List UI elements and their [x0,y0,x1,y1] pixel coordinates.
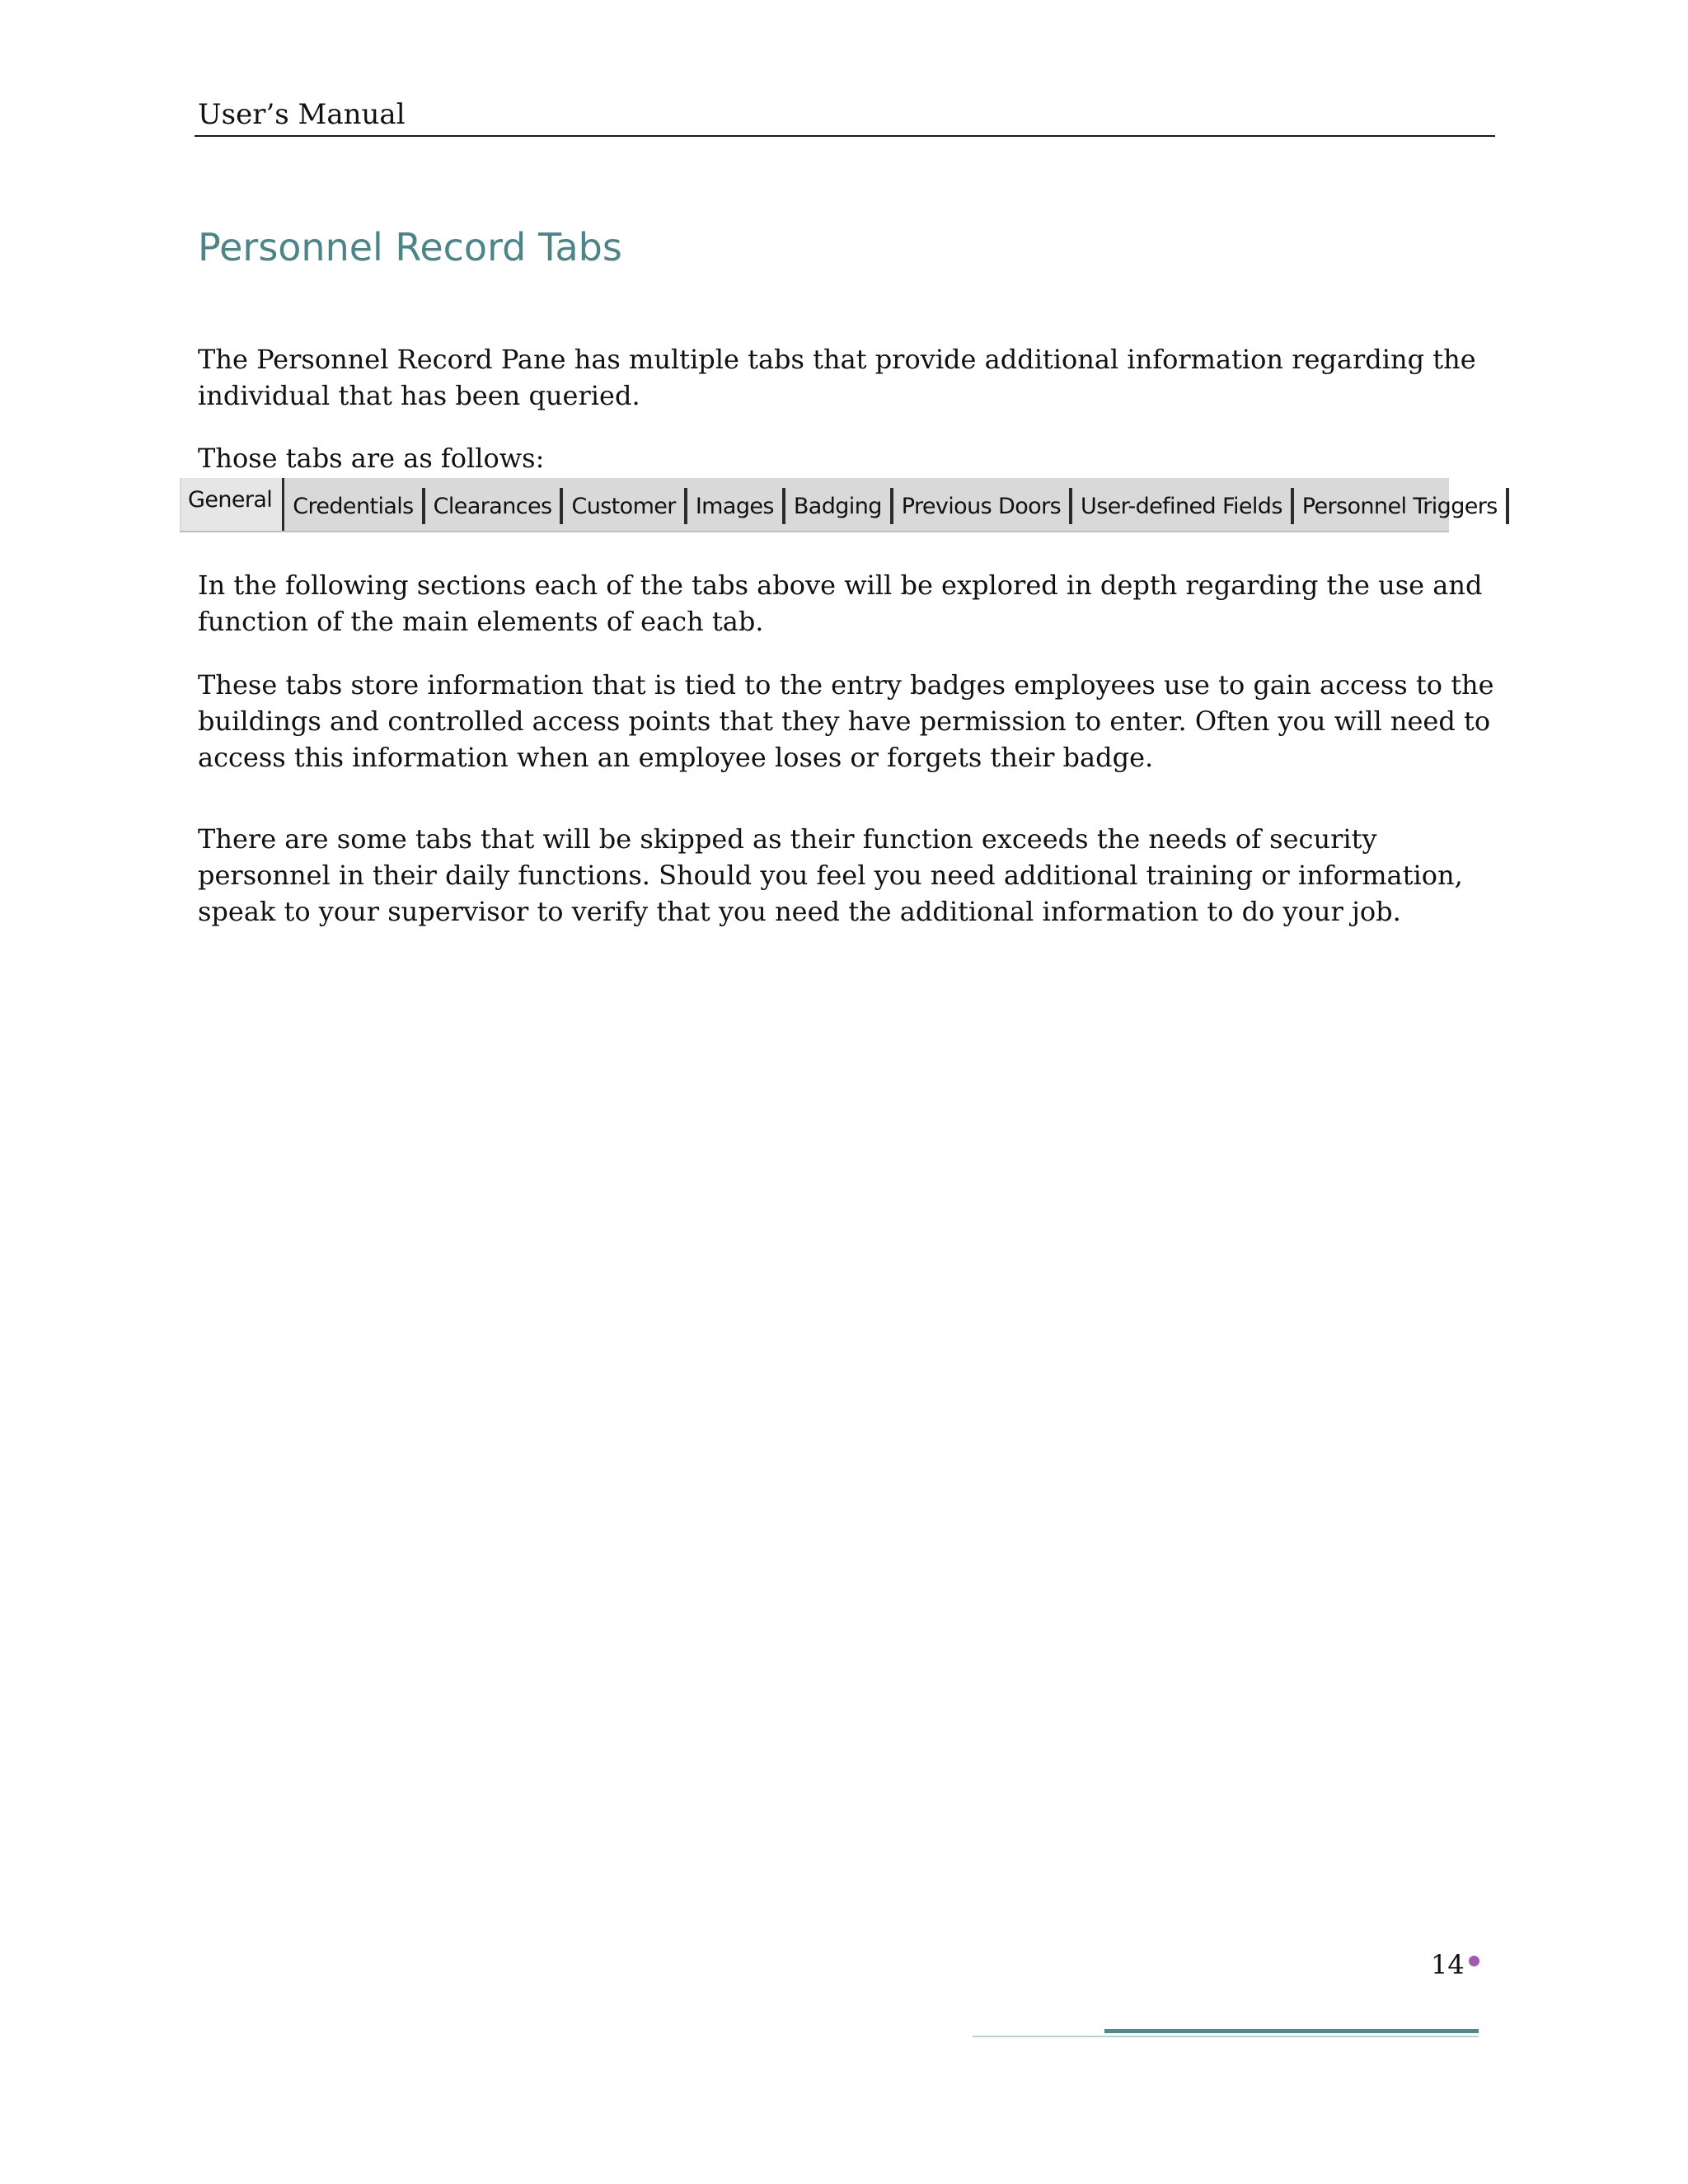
tab-previous-doors[interactable] [893,488,1072,524]
tab-label: General [188,486,273,513]
tab-credentials[interactable] [284,488,424,524]
page-number: 14 [1431,1949,1465,1980]
tab-label: Images [695,493,774,519]
tab-customer[interactable] [563,488,687,524]
tab-label: Clearances [433,493,552,519]
footer-thin-rule [973,2036,1479,2037]
tab-label: Customer [571,493,676,519]
skipped-tabs-paragraph: There are some tabs that will be skipped as their function exceeds the needs of security personnel in their daily functions. Should you feel you need additional training or information, speak to your supervisor to verify that you need the additional information to do your job. [198,823,1463,927]
header-divider [195,135,1495,137]
tabs-store-paragraph: These tabs store information that is tied to the entry badges employees use to gain access to the buildings and controlled access points that they have permission to enter. Often you will need to access this information when an employee loses or forgets their badge. [198,669,1494,773]
footer-thick-rule [1104,2029,1479,2033]
personnel-record-tab-bar [180,478,1498,532]
tab-label: Credentials [293,493,414,519]
tab-general[interactable] [181,478,284,531]
section-title: Personnel Record Tabs [198,225,622,269]
page-number-dot-icon [1469,1956,1479,1966]
tab-label: Previous Doors [901,493,1062,519]
tab-images[interactable] [687,488,785,524]
following-sections-paragraph: In the following sections each of the tabs above will be explored in depth regarding the use and function of the main elements of each tab. [198,569,1483,637]
tabs-lead-paragraph: Those tabs are as follows: [198,443,545,474]
intro-paragraph: The Personnel Record Pane has multiple tabs that provide additional information regarding the individual that has been queried. [198,344,1476,411]
tab-clearances[interactable] [425,488,564,524]
tab-personnel-triggers[interactable] [1294,488,1509,524]
tab-user-defined-fields[interactable] [1072,488,1294,524]
tab-badging[interactable] [785,488,893,524]
tab-label: User-defined Fields [1081,493,1282,519]
tab-label: Badging [793,493,882,519]
tab-label: Personnel Triggers [1301,493,1498,519]
running-header: User’s Manual [198,98,406,131]
